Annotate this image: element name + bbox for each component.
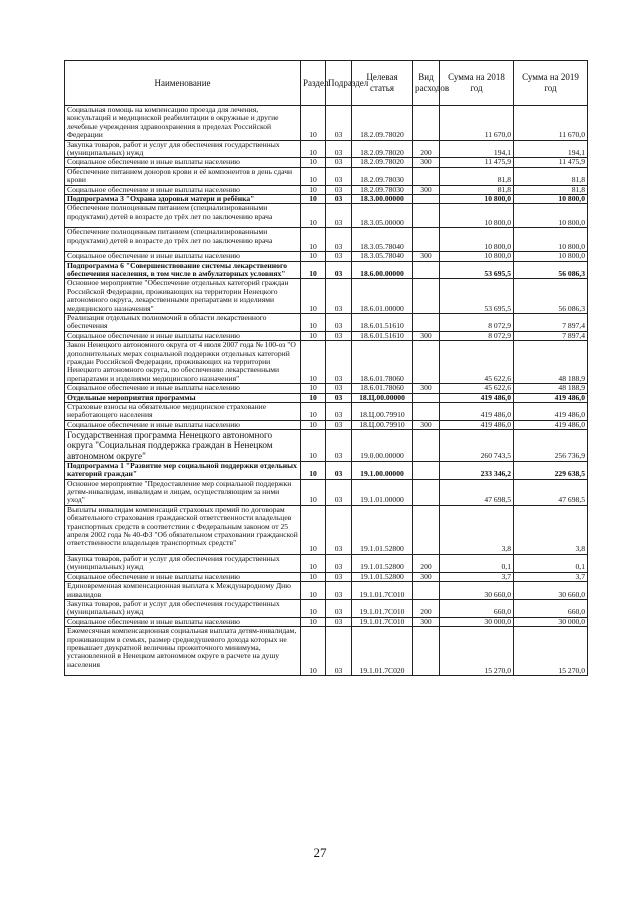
row-section: 10 xyxy=(301,393,326,402)
row-sum-2018: 8 072,9 xyxy=(440,331,514,340)
row-expense-type xyxy=(413,106,440,141)
row-name: Государственная программа Ненецкого автономного округа "Социальная поддержка граждан в Ненецком автономном округе" xyxy=(65,430,301,462)
row-name: Закупка товаров, работ и услуг для обеспечения государственных (муниципальных) нужд xyxy=(65,554,301,572)
row-sum-2019: 194,1 xyxy=(514,140,588,158)
row-sum-2018: 194,1 xyxy=(440,140,514,158)
row-target: 19.1.01.7С010 xyxy=(352,617,413,626)
row-name: Социальное обеспечение и иные выплаты населению xyxy=(65,185,301,194)
row-sum-2018: 11 475,9 xyxy=(440,158,514,167)
row-name: Отдельные мероприятия программы xyxy=(65,393,301,402)
row-sum-2019: 56 086,3 xyxy=(514,279,588,314)
row-expense-type xyxy=(413,195,440,204)
row-section: 10 xyxy=(301,403,326,421)
row-expense-type xyxy=(413,279,440,314)
row-sum-2019: 419 486,0 xyxy=(514,420,588,429)
row-sum-2018: 419 486,0 xyxy=(440,393,514,402)
row-sum-2019: 15 270,0 xyxy=(514,627,588,676)
row-sum-2018: 419 486,0 xyxy=(440,403,514,421)
row-section: 10 xyxy=(301,420,326,429)
row-subsection: 03 xyxy=(326,167,352,185)
row-sum-2019: 48 188,9 xyxy=(514,384,588,393)
row-target: 18.6.00.00000 xyxy=(352,261,413,279)
row-section: 10 xyxy=(301,554,326,572)
row-sum-2018: 45 622,6 xyxy=(440,341,514,384)
row-sum-2019: 10 800,0 xyxy=(514,204,588,228)
row-name: Социальное обеспечение и иные выплаты населению xyxy=(65,420,301,429)
row-section: 10 xyxy=(301,505,326,554)
table-header-row xyxy=(65,61,588,106)
row-sum-2018: 11 670,0 xyxy=(440,106,514,141)
row-expense-type xyxy=(413,403,440,421)
row-sum-2018: 30 000,0 xyxy=(440,617,514,626)
row-sum-2019: 48 188,9 xyxy=(514,341,588,384)
row-subsection: 03 xyxy=(326,313,352,331)
row-name: Закон Ненецкого автономного округа от 4 июля 2007 года № 100-оз "О дополнительных мерах социальной поддержки отдельных категорий граждан Российской Федерации, проживающих на территории Ненецкого автономного округа, по обеспечению лекарственными препаратами и изделиями медицинского назначения" xyxy=(65,341,301,384)
row-sum-2018: 8 072,9 xyxy=(440,313,514,331)
row-name: Закупка товаров, работ и услуг для обеспечения государственных (муниципальных) нужд xyxy=(65,140,301,158)
row-target: 19.1.00.00000 xyxy=(352,461,413,479)
table-row xyxy=(65,167,588,185)
row-subsection: 03 xyxy=(326,261,352,279)
header-name: Наименование xyxy=(65,61,301,106)
row-name: Основное мероприятие "Обеспечение отдельных категорий граждан Российской Федерации, проживающих на территории Ненецкого автономного округа, лекарственными препаратами и изделиями медицинского назначения" xyxy=(65,279,301,314)
row-section: 10 xyxy=(301,140,326,158)
header-target: Целевая статья xyxy=(352,61,413,106)
header-subsection: Подраздел xyxy=(326,61,352,106)
row-name: Страховые взносы на обязательное медицинское страхование неработающего населения xyxy=(65,403,301,421)
row-sum-2019: 0,1 xyxy=(514,554,588,572)
row-sum-2019: 660,0 xyxy=(514,599,588,617)
page-number: 27 xyxy=(313,845,327,860)
row-section: 10 xyxy=(301,106,326,141)
row-subsection: 03 xyxy=(326,252,352,261)
row-sum-2019: 30 660,0 xyxy=(514,582,588,600)
row-sum-2019: 81,8 xyxy=(514,167,588,185)
row-target: 18.6.01.00000 xyxy=(352,279,413,314)
row-subsection: 03 xyxy=(326,195,352,204)
row-subsection: 03 xyxy=(326,554,352,572)
row-subsection: 03 xyxy=(326,228,352,252)
row-sum-2018: 10 800,0 xyxy=(440,228,514,252)
row-section: 10 xyxy=(301,167,326,185)
row-section: 10 xyxy=(301,158,326,167)
table-row xyxy=(65,384,588,393)
row-sum-2018: 3,7 xyxy=(440,572,514,581)
row-section: 10 xyxy=(301,261,326,279)
row-target: 18.2.09.78020 xyxy=(352,106,413,141)
row-expense-type xyxy=(413,505,440,554)
row-sum-2018: 233 346,2 xyxy=(440,461,514,479)
row-section: 10 xyxy=(301,479,326,505)
row-sum-2019: 7 897,4 xyxy=(514,331,588,340)
row-subsection: 03 xyxy=(326,158,352,167)
row-sum-2019: 11 670,0 xyxy=(514,106,588,141)
row-name: Подпрограмма 6 "Совершенствование системы лекарственного обеспечения населения, в том числе в амбулаторных условиях" xyxy=(65,261,301,279)
row-subsection: 03 xyxy=(326,599,352,617)
row-sum-2019: 47 698,5 xyxy=(514,479,588,505)
row-name: Социальное обеспечение и иные выплаты населению xyxy=(65,158,301,167)
row-subsection: 03 xyxy=(326,505,352,554)
row-sum-2019: 81,8 xyxy=(514,185,588,194)
row-subsection: 03 xyxy=(326,331,352,340)
row-target: 19.0.00.00000 xyxy=(352,430,413,462)
table-row xyxy=(65,403,588,421)
row-name: Ежемесячная компенсационная социальная выплата детям-инвалидам, проживающим в семьях, размер среднедушевого дохода которых не превышает двукратной величины прожиточного минимума, установленной в Ненецком автономном округе в расчете на душу населения xyxy=(65,627,301,676)
row-sum-2018: 3,8 xyxy=(440,505,514,554)
row-expense-type: 300 xyxy=(413,384,440,393)
row-subsection: 03 xyxy=(326,617,352,626)
row-section: 10 xyxy=(301,582,326,600)
row-sum-2018: 419 486,0 xyxy=(440,420,514,429)
row-subsection: 03 xyxy=(326,627,352,676)
row-name: Социальная помощь на компенсацию проезда для лечения, консультаций и медицинской реабилитации в окружные и другие лечебные учреждения здравоохранения в пределах Российской Федерации xyxy=(65,106,301,141)
row-section: 10 xyxy=(301,204,326,228)
table-body xyxy=(65,106,588,676)
table-row xyxy=(65,554,588,572)
row-sum-2019: 30 000,0 xyxy=(514,617,588,626)
row-sum-2018: 81,8 xyxy=(440,185,514,194)
row-section: 10 xyxy=(301,185,326,194)
row-section: 10 xyxy=(301,617,326,626)
row-expense-type: 300 xyxy=(413,617,440,626)
row-subsection: 03 xyxy=(326,393,352,402)
row-expense-type xyxy=(413,582,440,600)
row-expense-type: 200 xyxy=(413,554,440,572)
row-expense-type: 200 xyxy=(413,599,440,617)
table-row xyxy=(65,430,588,462)
row-section: 10 xyxy=(301,331,326,340)
row-target: 18.3.05.00000 xyxy=(352,204,413,228)
row-subsection: 03 xyxy=(326,341,352,384)
row-sum-2018: 15 270,0 xyxy=(440,627,514,676)
table-row xyxy=(65,479,588,505)
row-target: 18.3.00.00000 xyxy=(352,195,413,204)
row-sum-2018: 260 743,5 xyxy=(440,430,514,462)
row-subsection: 03 xyxy=(326,479,352,505)
row-expense-type: 200 xyxy=(413,140,440,158)
row-sum-2019: 229 638,5 xyxy=(514,461,588,479)
table-row xyxy=(65,420,588,429)
row-expense-type: 300 xyxy=(413,572,440,581)
header-section: Раздел xyxy=(301,61,326,106)
budget-table xyxy=(64,60,588,676)
row-name: Социальное обеспечение и иные выплаты населению xyxy=(65,617,301,626)
table-row xyxy=(65,106,588,141)
header-sum-2018: Сумма на 2018 год xyxy=(440,61,514,106)
row-subsection: 03 xyxy=(326,384,352,393)
row-name: Социальное обеспечение и иные выплаты населению xyxy=(65,384,301,393)
table-row xyxy=(65,582,588,600)
row-sum-2018: 10 800,0 xyxy=(440,195,514,204)
row-expense-type: 300 xyxy=(413,331,440,340)
row-section: 10 xyxy=(301,599,326,617)
row-sum-2019: 3,7 xyxy=(514,572,588,581)
row-subsection: 03 xyxy=(326,106,352,141)
table-row xyxy=(65,461,588,479)
row-name: Обеспечение полноценным питанием (специализированными продуктами) детей в возрасте до трёх лет по заключению врача xyxy=(65,228,301,252)
row-target: 19.1.01.7С010 xyxy=(352,599,413,617)
row-subsection: 03 xyxy=(326,582,352,600)
row-section: 10 xyxy=(301,627,326,676)
row-sum-2019: 56 086,3 xyxy=(514,261,588,279)
row-name: Выплаты инвалидам компенсаций страховых премий по договорам обязательного страхования гражданской ответственности владельцев транспортных средств в соответствии с Федеральным законом от 25 апреля 2002 года № 40-ФЗ "Об обязательном страховании гражданской ответственности владельцев транспортных средств" xyxy=(65,505,301,554)
row-expense-type xyxy=(413,479,440,505)
row-sum-2018: 45 622,6 xyxy=(440,384,514,393)
row-expense-type xyxy=(413,430,440,462)
row-section: 10 xyxy=(301,279,326,314)
table-row xyxy=(65,599,588,617)
row-name: Подпрограмма 1 "Развитие мер социальной поддержки отдельных категорий граждан" xyxy=(65,461,301,479)
row-section: 10 xyxy=(301,228,326,252)
row-name: Основное мероприятие "Предоставление мер социальной поддержки детям-инвалидам, инвалидам и лицам, осуществляющим за ними уход" xyxy=(65,479,301,505)
row-expense-type xyxy=(413,204,440,228)
table-row xyxy=(65,313,588,331)
row-target: 19.1.01.00000 xyxy=(352,479,413,505)
table-row xyxy=(65,505,588,554)
row-section: 10 xyxy=(301,384,326,393)
row-name: Социальное обеспечение и иные выплаты населению xyxy=(65,572,301,581)
row-target: 19.1.01.7С020 xyxy=(352,627,413,676)
row-target: 18.3.05.78040 xyxy=(352,228,413,252)
row-sum-2019: 7 897,4 xyxy=(514,313,588,331)
row-sum-2018: 10 800,0 xyxy=(440,252,514,261)
row-target: 19.1.01.52800 xyxy=(352,554,413,572)
row-expense-type xyxy=(413,393,440,402)
table-row xyxy=(65,252,588,261)
row-sum-2019: 256 736,9 xyxy=(514,430,588,462)
row-target: 18.3.05.78040 xyxy=(352,252,413,261)
row-sum-2019: 11 475,9 xyxy=(514,158,588,167)
row-name: Социальное обеспечение и иные выплаты населению xyxy=(65,331,301,340)
row-target: 18.2.09.78020 xyxy=(352,140,413,158)
row-subsection: 03 xyxy=(326,461,352,479)
row-subsection: 03 xyxy=(326,185,352,194)
row-target: 18.Ц.00.00000 xyxy=(352,393,413,402)
row-target: 19.1.01.7С010 xyxy=(352,582,413,600)
row-target: 18.2.09.78020 xyxy=(352,158,413,167)
row-target: 18.Ц.00.79910 xyxy=(352,403,413,421)
row-sum-2018: 53 695,5 xyxy=(440,261,514,279)
row-expense-type xyxy=(413,313,440,331)
row-subsection: 03 xyxy=(326,430,352,462)
row-target: 19.1.01.52800 xyxy=(352,572,413,581)
row-target: 19.1.01.52800 xyxy=(352,505,413,554)
row-section: 10 xyxy=(301,430,326,462)
row-name: Подпрограмма 3 "Охрана здоровья матери и ребёнка" xyxy=(65,195,301,204)
row-name: Реализация отдельных полномочий в области лекарственного обеспечения xyxy=(65,313,301,331)
table-row xyxy=(65,341,588,384)
table-row xyxy=(65,261,588,279)
row-sum-2019: 10 800,0 xyxy=(514,228,588,252)
table-row xyxy=(65,140,588,158)
row-expense-type xyxy=(413,228,440,252)
row-expense-type: 300 xyxy=(413,158,440,167)
row-sum-2018: 10 800,0 xyxy=(440,204,514,228)
row-sum-2018: 53 695,5 xyxy=(440,279,514,314)
row-expense-type: 300 xyxy=(413,252,440,261)
row-expense-type: 300 xyxy=(413,185,440,194)
row-subsection: 03 xyxy=(326,420,352,429)
row-sum-2019: 10 800,0 xyxy=(514,195,588,204)
row-expense-type xyxy=(413,627,440,676)
row-sum-2018: 660,0 xyxy=(440,599,514,617)
row-expense-type xyxy=(413,341,440,384)
row-subsection: 03 xyxy=(326,572,352,581)
row-name: Социальное обеспечение и иные выплаты населению xyxy=(65,252,301,261)
row-name: Единовременная компенсационная выплата к Международному Дню инвалидов xyxy=(65,582,301,600)
row-target: 18.2.09.78030 xyxy=(352,167,413,185)
table-row xyxy=(65,627,588,676)
row-sum-2019: 419 486,0 xyxy=(514,403,588,421)
row-target: 18.6.01.78060 xyxy=(352,341,413,384)
header-expense-type: Вид расходов xyxy=(413,61,440,106)
table-row xyxy=(65,228,588,252)
row-sum-2018: 81,8 xyxy=(440,167,514,185)
row-sum-2019: 10 800,0 xyxy=(514,252,588,261)
row-target: 18.2.09.78030 xyxy=(352,185,413,194)
row-sum-2019: 3,8 xyxy=(514,505,588,554)
row-name: Закупка товаров, работ и услуг для обеспечения государственных (муниципальных) нужд xyxy=(65,599,301,617)
row-target: 18.6.01.51610 xyxy=(352,331,413,340)
row-subsection: 03 xyxy=(326,279,352,314)
row-section: 10 xyxy=(301,313,326,331)
table-row xyxy=(65,279,588,314)
row-section: 10 xyxy=(301,572,326,581)
row-sum-2018: 0,1 xyxy=(440,554,514,572)
table-row xyxy=(65,158,588,167)
row-section: 10 xyxy=(301,341,326,384)
row-section: 10 xyxy=(301,461,326,479)
row-subsection: 03 xyxy=(326,204,352,228)
row-expense-type xyxy=(413,167,440,185)
row-section: 10 xyxy=(301,252,326,261)
row-target: 18.6.01.78060 xyxy=(352,384,413,393)
row-sum-2019: 419 486,0 xyxy=(514,393,588,402)
row-name: Обеспечение питанием доноров крови и её компонентов в день сдачи крови xyxy=(65,167,301,185)
row-sum-2018: 30 660,0 xyxy=(440,582,514,600)
header-sum-2019: Сумма на 2019 год xyxy=(514,61,588,106)
row-subsection: 03 xyxy=(326,140,352,158)
row-expense-type xyxy=(413,461,440,479)
table-row xyxy=(65,204,588,228)
row-name: Обеспечение полноценным питанием (специализированными продуктами) детей в возрасте до трёх лет по заключению врача xyxy=(65,204,301,228)
row-expense-type xyxy=(413,261,440,279)
row-section: 10 xyxy=(301,195,326,204)
row-sum-2018: 47 698,5 xyxy=(440,479,514,505)
row-subsection: 03 xyxy=(326,403,352,421)
row-expense-type: 300 xyxy=(413,420,440,429)
row-target: 18.Ц.00.79910 xyxy=(352,420,413,429)
row-target: 18.6.01.51610 xyxy=(352,313,413,331)
